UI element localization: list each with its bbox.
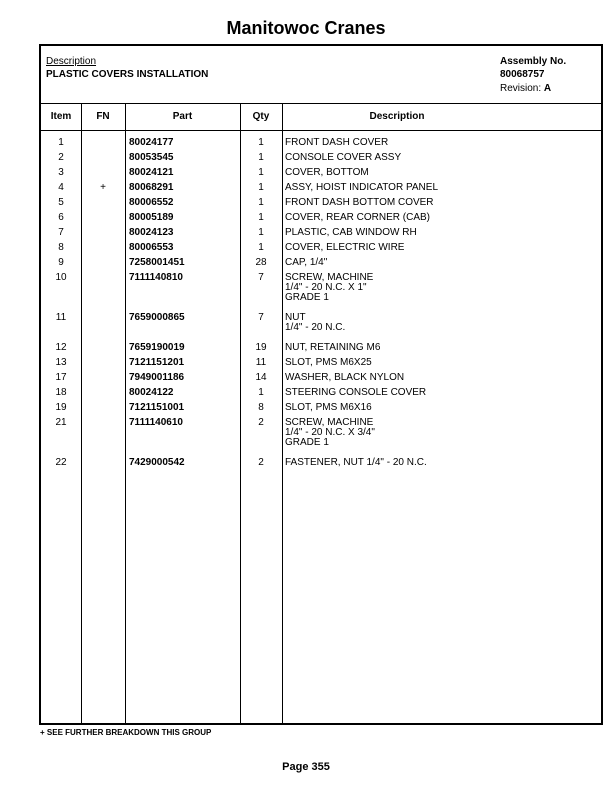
part-number: 80024121 [129, 167, 174, 178]
description-line: SCREW, MACHINE [285, 417, 374, 428]
page-number: Page 355 [282, 761, 330, 773]
quantity: 7 [258, 272, 264, 283]
part-number: 80068291 [129, 182, 174, 193]
description-line: 1/4" - 20 N.C. [285, 322, 346, 333]
item-number: 5 [58, 197, 64, 208]
column-header-item: Item [50, 111, 72, 122]
description-line: ASSY, HOIST INDICATOR PANEL [285, 182, 439, 193]
part-number: 7429000542 [129, 457, 185, 468]
description-line: WASHER, BLACK NYLON [285, 372, 405, 383]
item-number: 1 [58, 137, 64, 148]
part-description [285, 313, 345, 333]
document-title: Manitowoc Cranes [226, 18, 386, 38]
description-line: FASTENER, NUT 1/4" - 20 N.C. [285, 457, 427, 468]
part-description [285, 168, 369, 178]
quantity: 2 [258, 457, 264, 468]
part-number: 7949001186 [129, 372, 185, 383]
item-number: 2 [58, 152, 64, 163]
part-description [285, 373, 404, 383]
part-description [285, 243, 404, 253]
quantity: 8 [258, 402, 264, 413]
description-label: Description [46, 56, 97, 67]
description-line: 1/4" - 20 N.C. X 1" [285, 282, 367, 293]
part-description [285, 213, 430, 223]
part-number: 80024123 [129, 227, 174, 238]
part-number: 80024122 [129, 387, 174, 398]
part-number: 80024177 [129, 137, 174, 148]
quantity: 11 [255, 357, 267, 368]
description-line: FRONT DASH COVER [285, 137, 389, 148]
part-description [285, 183, 438, 193]
item-number: 13 [55, 357, 67, 368]
part-description [285, 228, 417, 238]
part-description [285, 138, 388, 148]
quantity: 1 [258, 242, 264, 253]
part-description [285, 343, 380, 353]
quantity: 1 [258, 167, 264, 178]
item-number: 22 [55, 457, 67, 468]
column-header-description: Description [369, 111, 425, 122]
description-line: SLOT, PMS M6X16 [285, 402, 372, 413]
part-number: 7659000865 [129, 312, 185, 323]
part-description [285, 153, 401, 163]
item-number: 18 [55, 387, 67, 398]
item-number: 4 [58, 182, 64, 193]
item-number: 12 [55, 342, 67, 353]
description-line: CONSOLE COVER ASSY [285, 152, 402, 163]
part-description [285, 258, 327, 268]
quantity: 1 [258, 197, 264, 208]
revision-value: A [543, 83, 552, 94]
column-divider-description [282, 104, 283, 723]
quantity: 1 [258, 182, 264, 193]
part-number: 7659190019 [129, 342, 185, 353]
item-number: 7 [58, 227, 64, 238]
item-number: 19 [55, 402, 67, 413]
part-description [285, 358, 372, 368]
description-line: NUT, RETAINING M6 [285, 342, 381, 353]
part-description [285, 403, 372, 413]
revision [500, 83, 551, 94]
quantity: 2 [258, 417, 264, 428]
description-line: COVER, REAR CORNER (CAB) [285, 212, 431, 223]
column-header-part: Part [172, 111, 193, 122]
description-line: CAP, 1/4" [285, 257, 328, 268]
item-number: 8 [58, 242, 64, 253]
quantity: 28 [255, 257, 267, 268]
item-number: 6 [58, 212, 64, 223]
column-divider-fn [81, 104, 82, 723]
quantity: 1 [258, 212, 264, 223]
quantity: 1 [258, 137, 264, 148]
part-number: 7121151201 [129, 357, 185, 368]
part-number: 80006553 [129, 242, 174, 253]
quantity: 19 [255, 342, 267, 353]
part-description [285, 458, 427, 468]
description-line: COVER, BOTTOM [285, 167, 369, 178]
part-description [285, 388, 426, 398]
item-number: 17 [55, 372, 67, 383]
description-line: GRADE 1 [285, 292, 329, 303]
part-number: 7258001451 [129, 257, 185, 268]
description-line: 1/4" - 20 N.C. X 3/4" [285, 427, 375, 438]
fn-marker: + [100, 182, 106, 193]
assembly-label: Assembly No. [500, 56, 567, 67]
part-number: 7111140810 [129, 272, 183, 283]
part-description [285, 198, 434, 208]
part-description [285, 273, 373, 303]
description-line: GRADE 1 [285, 437, 329, 448]
description-line: NUT [285, 312, 306, 323]
assembly-number: 80068757 [500, 69, 545, 80]
item-number: 10 [55, 272, 67, 283]
description-line: FRONT DASH BOTTOM COVER [285, 197, 434, 208]
item-number: 3 [58, 167, 64, 178]
description-value: PLASTIC COVERS INSTALLATION [46, 69, 209, 80]
item-number: 11 [55, 312, 67, 323]
description-line: PLASTIC, CAB WINDOW RH [285, 227, 417, 238]
part-number: 7111140610 [129, 417, 183, 428]
column-divider-qty [240, 104, 241, 723]
description-line: SLOT, PMS M6X25 [285, 357, 372, 368]
column-header-fn: FN [96, 111, 110, 122]
item-number: 21 [55, 417, 67, 428]
footnote: + SEE FURTHER BREAKDOWN THIS GROUP [40, 728, 212, 737]
part-number: 80005189 [129, 212, 174, 223]
quantity: 1 [258, 387, 264, 398]
description-line: STEERING CONSOLE COVER [285, 387, 427, 398]
quantity: 14 [255, 372, 267, 383]
column-divider-part [125, 104, 126, 723]
column-header-qty: Qty [252, 111, 270, 122]
part-description [285, 418, 375, 448]
part-number: 80006552 [129, 197, 174, 208]
quantity: 1 [258, 227, 264, 238]
quantity: 7 [258, 312, 264, 323]
revision-label: Revision: [500, 83, 542, 94]
quantity: 1 [258, 152, 264, 163]
part-number: 7121151001 [129, 402, 185, 413]
description-line: COVER, ELECTRIC WIRE [285, 242, 405, 253]
part-number: 80053545 [129, 152, 174, 163]
item-number: 9 [58, 257, 64, 268]
description-line: SCREW, MACHINE [285, 272, 374, 283]
parts-list-frame [39, 44, 603, 725]
